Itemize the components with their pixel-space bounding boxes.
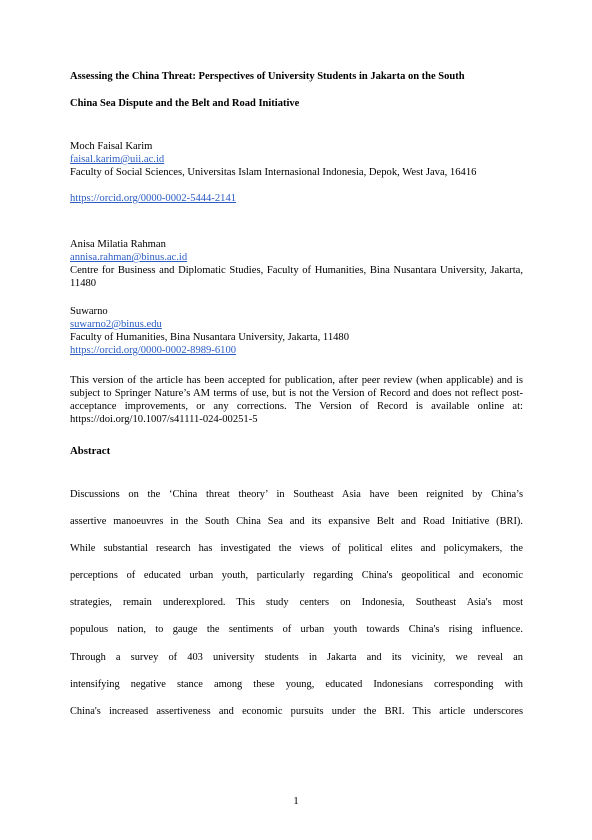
abstract-heading: Abstract — [70, 445, 111, 457]
author-name: Moch Faisal Karim — [70, 141, 153, 152]
abstract-line: intensifying negative stance among these young, educated Indonesians corresponding with — [70, 679, 523, 690]
abstract-line: strategies, remain underexplored. This study centers on Indonesia, Southeast Asia's most — [70, 597, 523, 608]
abstract-line: While substantial research has investigated the views of political elites and policymakers, the — [70, 543, 523, 554]
abstract-line: perceptions of educated urban youth, particularly regarding China's geopolitical and economic — [70, 570, 523, 581]
paper-title-line-1: Assessing the China Threat: Perspectives of University Students in Jakarta on the South — [70, 71, 465, 82]
abstract-line: China's increased assertiveness and economic pursuits under the BRI. This article underscores — [70, 706, 523, 717]
paper-title-line-2: China Sea Dispute and the Belt and Road Initiative — [70, 98, 300, 109]
author-email-link[interactable]: suwarno2@binus.edu — [70, 319, 162, 330]
publication-notice: This version of the article has been accepted for publication, after peer review (when applicable) and is subject to Springer Nature’s AM terms of use, but is not the Version of Record and does not reflect post-acceptance improvements, or any corrections. The Version of Record is available online at: https://doi.org/10.1007/s41111-024-00251-5 — [70, 375, 523, 425]
author-orcid-link[interactable]: https://orcid.org/0000-0002-8989-6100 — [70, 345, 237, 356]
author-orcid-link[interactable]: https://orcid.org/0000-0002-5444-2141 — [70, 193, 237, 204]
abstract-line: Discussions on the ‘China threat theory’ in Southeast Asia have been reignited by China’s — [70, 489, 523, 500]
author-affiliation: Faculty of Social Sciences, Universitas Islam Internasional Indonesia, Depok, West Java, 16416 — [70, 167, 477, 178]
author-email-link[interactable]: annisa.rahman@binus.ac.id — [70, 252, 188, 263]
page-number: 1 — [293, 795, 299, 807]
author-name: Suwarno — [70, 306, 108, 317]
author-affiliation: Centre for Business and Diplomatic Studies, Faculty of Humanities, Bina Nusantara University, Jakarta, 11480 — [70, 265, 523, 289]
abstract-line: assertive manoeuvres in the South China Sea and its expansive Belt and Road Initiative (BRI). — [70, 516, 523, 527]
author-affiliation: Faculty of Humanities, Bina Nusantara University, Jakarta, 11480 — [70, 332, 350, 343]
author-email-link[interactable]: faisal.karim@uii.ac.id — [70, 154, 165, 165]
abstract-line: Through a survey of 403 university students in Jakarta and its vicinity, we reveal an — [70, 652, 523, 663]
abstract-line: populous nation, to gauge the sentiments of urban youth towards China's rising influence. — [70, 624, 523, 635]
author-name: Anisa Milatia Rahman — [70, 239, 166, 250]
